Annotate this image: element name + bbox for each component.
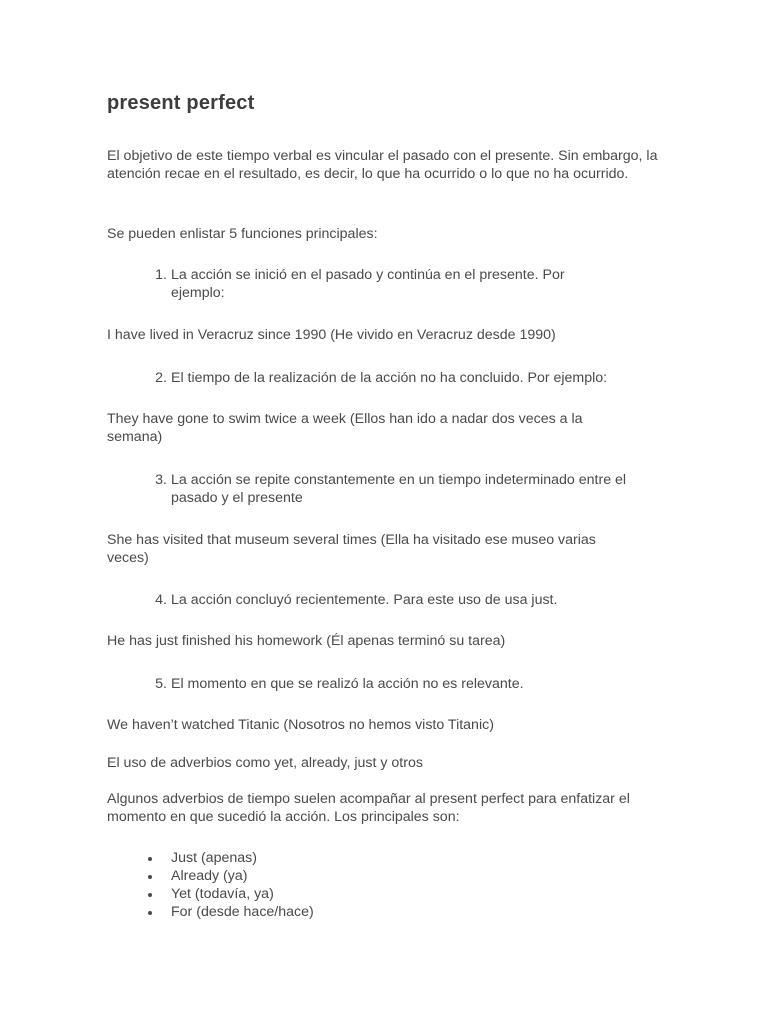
bullet-icon bbox=[148, 875, 152, 879]
functions-intro: Se pueden enlistar 5 funciones principales: bbox=[107, 226, 378, 242]
function-number: 2. bbox=[155, 370, 167, 386]
function-example-2: They have gone to swim twice a week (Ellos han ido a nadar dos veces a la semana) bbox=[107, 411, 583, 445]
list-item bbox=[147, 903, 314, 921]
function-example-5: We haven’t watched Titanic (Nosotros no hemos visto Titanic) bbox=[107, 717, 494, 733]
function-number: 3. bbox=[155, 472, 167, 488]
bullet-icon bbox=[148, 911, 152, 915]
list-item-text: For (desde hace/hace) bbox=[171, 904, 314, 920]
list-item bbox=[147, 867, 314, 885]
function-item-5 bbox=[147, 675, 627, 693]
adverbs-heading: El uso de adverbios como yet, already, just y otros bbox=[107, 755, 423, 771]
function-text: El tiempo de la realización de la acción no ha concluido. Por ejemplo: bbox=[171, 370, 608, 386]
list-item-text: Yet (todavía, ya) bbox=[171, 886, 274, 902]
list-item-text: Already (ya) bbox=[171, 868, 248, 884]
function-item-4 bbox=[147, 591, 627, 609]
function-example-3: She has visited that museum several times (Ella ha visitado ese museo varias veces) bbox=[107, 532, 596, 566]
adverbs-list bbox=[147, 849, 314, 921]
function-item-1 bbox=[147, 266, 627, 302]
list-item-text: Just (apenas) bbox=[171, 850, 257, 866]
function-number: 5. bbox=[155, 676, 167, 692]
function-example-4: He has just finished his homework (Él apenas terminó su tarea) bbox=[107, 633, 506, 649]
function-number: 4. bbox=[155, 592, 167, 608]
bullet-icon bbox=[148, 857, 152, 861]
function-example-1: I have lived in Veracruz since 1990 (He vivido en Veracruz desde 1990) bbox=[107, 327, 556, 343]
list-item bbox=[147, 849, 314, 867]
function-text: La acción concluyó recientemente. Para este uso de usa just. bbox=[171, 592, 558, 608]
intro-paragraph: El objetivo de este tiempo verbal es vincular el pasado con el presente. Sin embargo, la atención recae en el resultado, es decir, lo que ha ocurrido o lo que no ha ocurrido. bbox=[107, 148, 658, 182]
function-text: La acción se inició en el pasado y continúa en el presente. Por ejemplo: bbox=[171, 267, 565, 301]
list-item bbox=[147, 885, 314, 903]
function-item-3 bbox=[147, 471, 627, 507]
function-text: El momento en que se realizó la acción no es relevante. bbox=[171, 676, 524, 692]
function-text: La acción se repite constantemente en un tiempo indeterminado entre el pasado y el presente bbox=[171, 472, 627, 506]
bullet-icon bbox=[148, 893, 152, 897]
function-number: 1. bbox=[155, 267, 167, 283]
adverbs-intro: Algunos adverbios de tiempo suelen acompañar al present perfect para enfatizar el momento en que sucedió la acción. Los principales son: bbox=[107, 791, 630, 825]
function-item-2 bbox=[147, 369, 627, 387]
page-title: present perfect bbox=[107, 92, 255, 114]
